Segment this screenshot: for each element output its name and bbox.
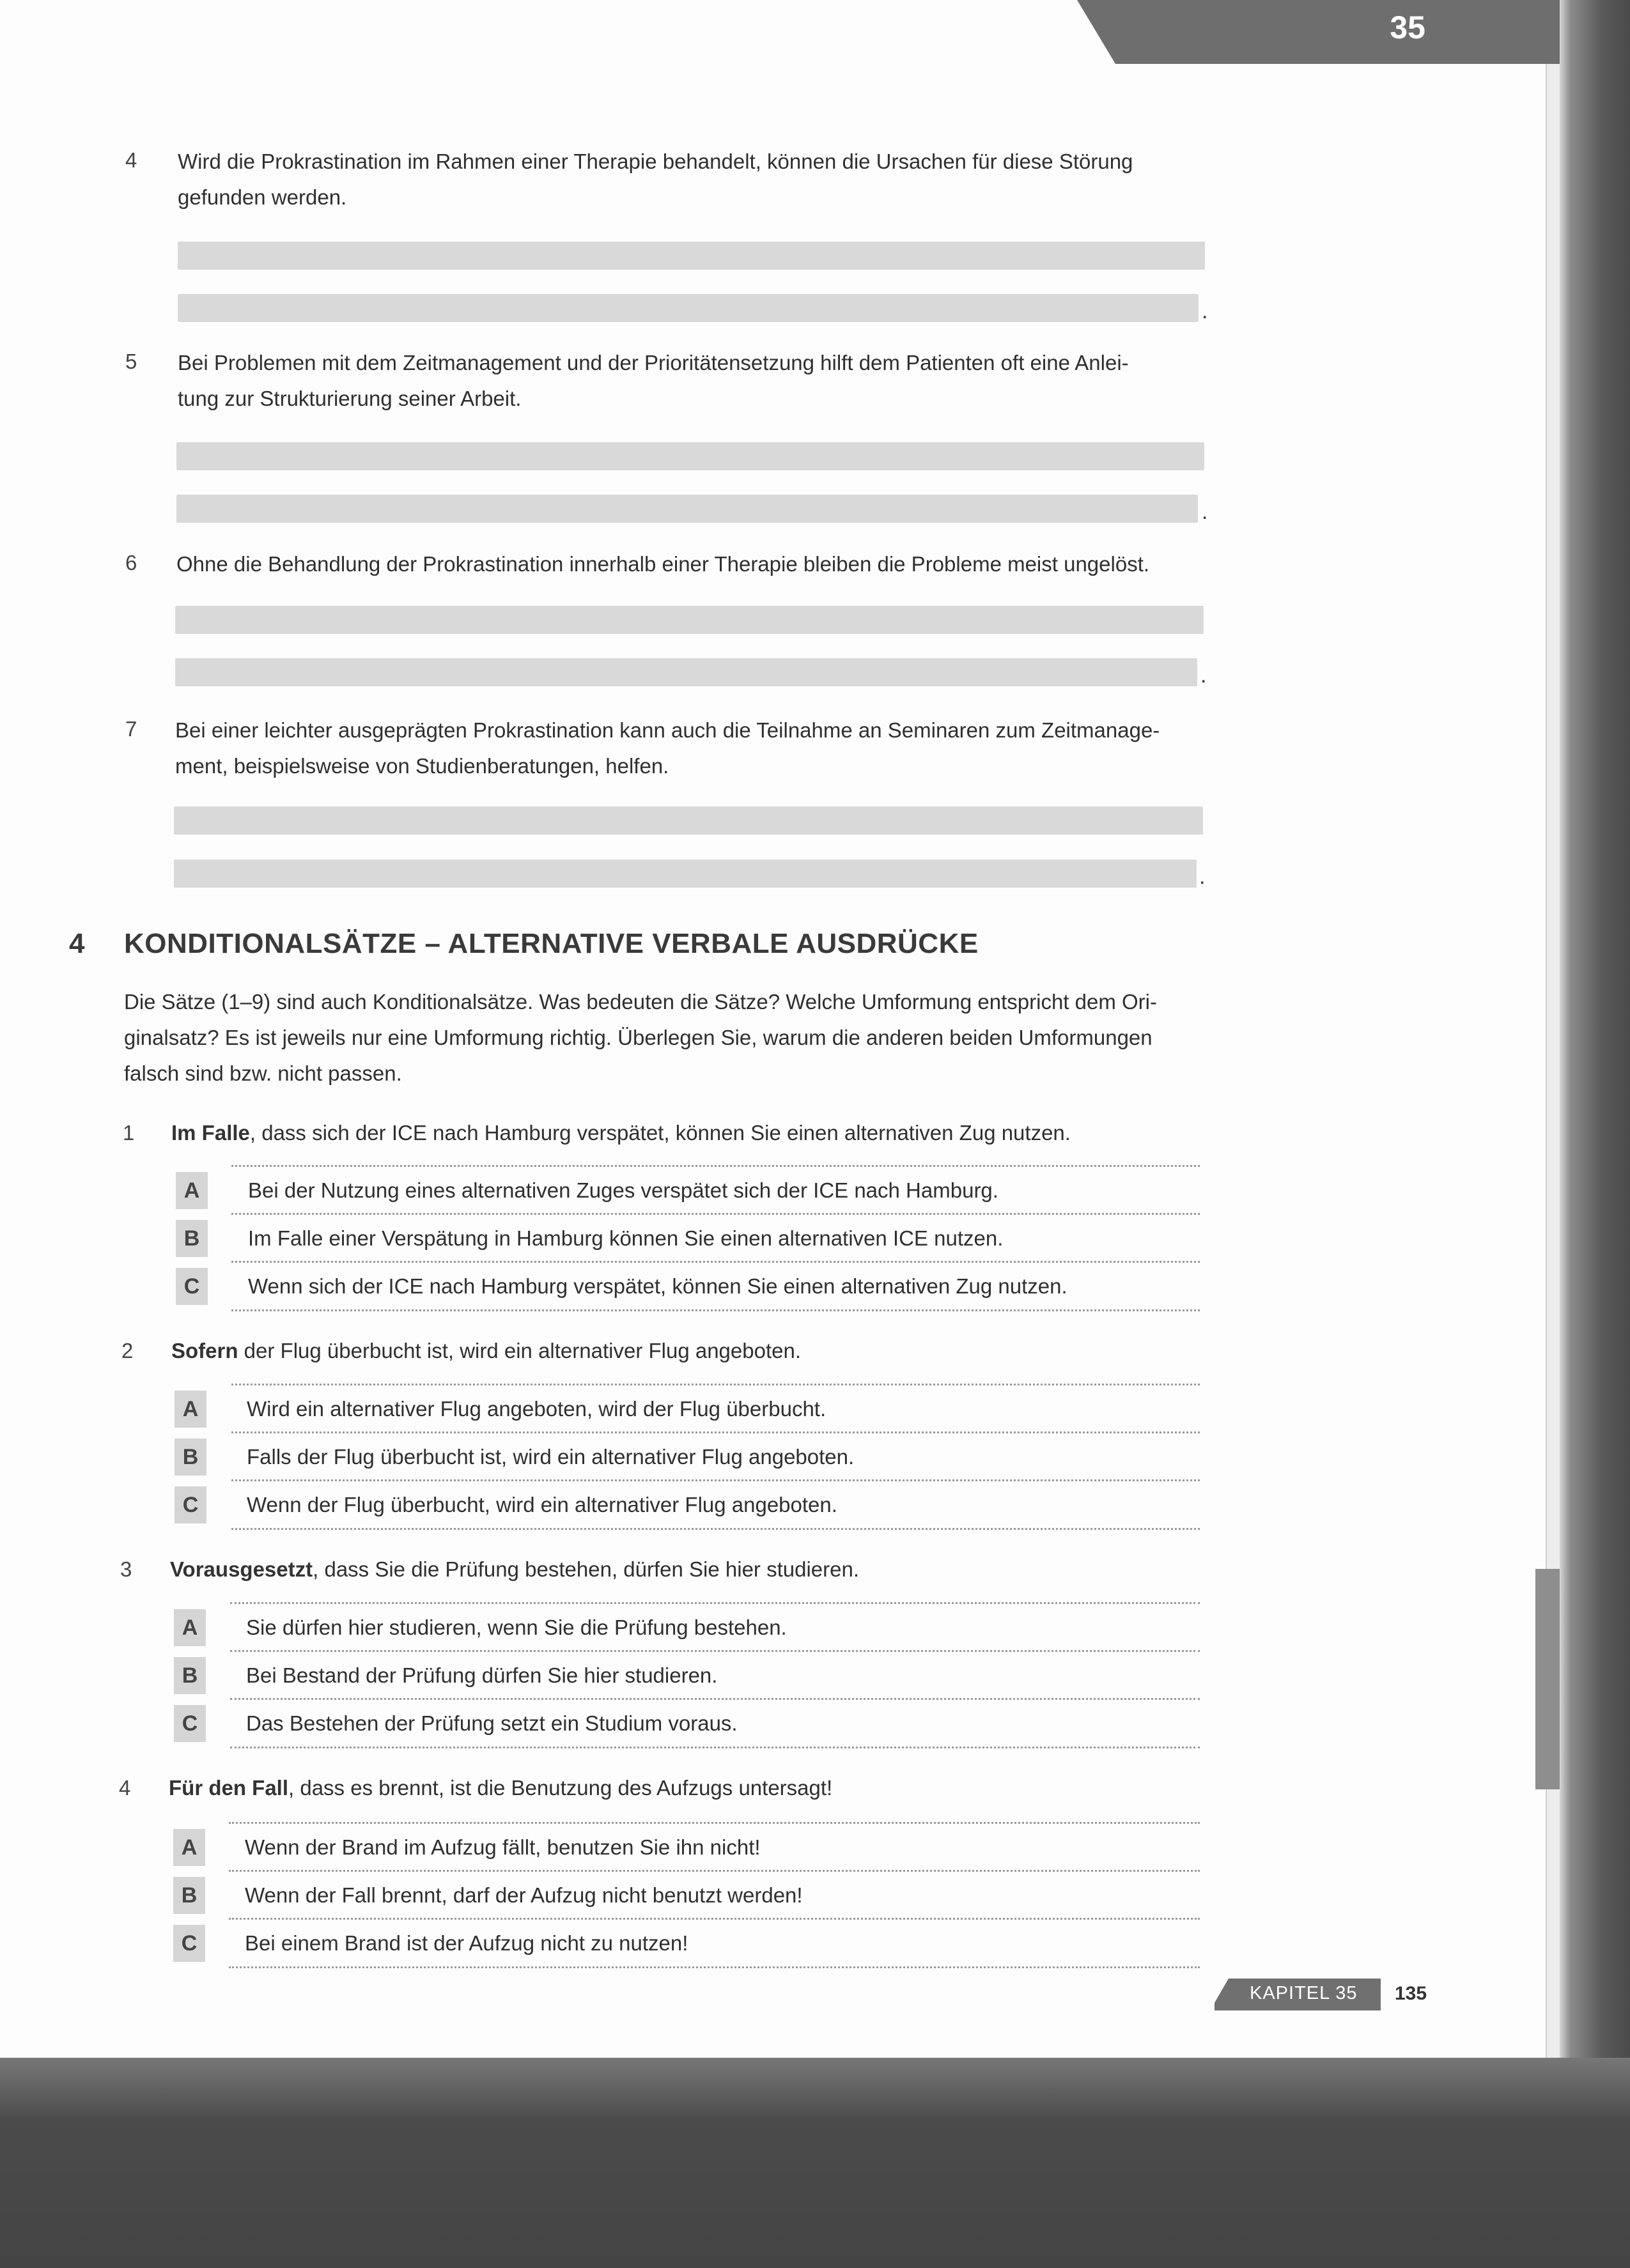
option-text[interactable]: Falls der Flug überbucht ist, wird ein alternativer Flug angeboten. [247, 1445, 855, 1469]
chapter-tab-number: 35 [1390, 10, 1425, 45]
item-text-line: Ohne die Behandlung der Prokrastination innerhalb einer Therapie bleiben die Probleme meist ungelöst. [176, 552, 1150, 576]
question-number: 2 [121, 1339, 134, 1362]
option-divider [231, 1431, 1200, 1433]
question-number: 3 [120, 1557, 132, 1581]
footer-chapter-label: KAPITEL 35 [1250, 1983, 1358, 2003]
option-divider [231, 1479, 1200, 1481]
option-text[interactable]: Wenn der Flug überbucht, wird ein alternativer Flug angeboten. [247, 1493, 837, 1516]
question-rest: der Flug überbucht ist, wird ein alternativer Flug angeboten. [238, 1339, 802, 1362]
scanner-background-right [1560, 0, 1630, 2058]
option-divider [231, 1213, 1200, 1215]
option-text[interactable]: Wenn der Brand im Aufzug fällt, benutzen Sie ihn nicht! [245, 1835, 761, 1859]
page-number: 135 [1395, 1983, 1427, 2004]
option-divider [231, 1528, 1200, 1530]
question-keyword: Vorausgesetzt [170, 1557, 313, 1581]
option-badge[interactable]: A [174, 1609, 206, 1646]
option-divider [231, 1384, 1200, 1385]
answer-line[interactable] [174, 806, 1203, 835]
answer-end-mark: . [1202, 299, 1208, 323]
section-instructions [124, 984, 1211, 1092]
question-text [171, 1339, 801, 1363]
answer-line[interactable] [175, 658, 1197, 686]
instruction-line: falsch sind bzw. nicht passen. [124, 1061, 402, 1085]
option-badge[interactable]: C [175, 1486, 206, 1524]
answer-end-mark: . [1202, 500, 1208, 524]
instruction-line: Die Sätze (1–9) sind auch Konditionalsätze. Was bedeuten die Sätze? Welche Umformung entspricht dem Ori- [124, 990, 1157, 1014]
option-divider [229, 1918, 1200, 1920]
answer-line[interactable] [178, 294, 1199, 322]
question-number: 1 [123, 1121, 135, 1145]
instruction-line: ginalsatz? Es ist jeweils nur eine Umformung richtig. Überlegen Sie, warum die anderen beiden Umformungen [124, 1026, 1153, 1049]
option-divider [231, 1261, 1200, 1263]
answer-line[interactable] [175, 606, 1204, 634]
option-badge[interactable]: A [175, 1391, 206, 1428]
question-rest: , dass es brennt, ist die Benutzung des Aufzugs untersagt! [288, 1776, 833, 1800]
question-number: 4 [119, 1776, 131, 1800]
answer-end-mark: . [1199, 865, 1206, 889]
option-divider [229, 1966, 1200, 1968]
answer-line[interactable] [176, 495, 1198, 523]
option-divider [230, 1650, 1200, 1652]
answer-line[interactable] [176, 442, 1204, 470]
option-badge[interactable]: C [174, 1705, 206, 1742]
question-text [169, 1776, 832, 1800]
question-text [171, 1121, 1071, 1145]
option-badge[interactable]: B [176, 1220, 208, 1257]
option-badge[interactable]: B [174, 1657, 206, 1694]
question-keyword: Im Falle [171, 1121, 250, 1145]
option-divider [229, 1870, 1200, 1872]
option-text[interactable]: Bei der Nutzung eines alternativen Zuges verspätet sich der ICE nach Hamburg. [248, 1178, 998, 1202]
option-text[interactable]: Im Falle einer Verspätung in Hamburg können Sie einen alternativen ICE nutzen. [248, 1226, 1004, 1250]
option-badge[interactable]: B [175, 1439, 206, 1476]
question-keyword: Für den Fall [169, 1776, 289, 1800]
option-divider [230, 1602, 1200, 1604]
item-number: 4 [125, 148, 137, 172]
chapter-thumb-index [1535, 1569, 1560, 1789]
question-rest: , dass Sie die Prüfung bestehen, dürfen Sie hier studieren. [313, 1557, 859, 1581]
question-rest: , dass sich der ICE nach Hamburg verspätet, können Sie einen alternativen Zug nutzen. [249, 1121, 1071, 1145]
item-number: 6 [125, 551, 137, 575]
question-text [170, 1557, 859, 1582]
answer-end-mark: . [1200, 663, 1207, 688]
option-text[interactable]: Das Bestehen der Prüfung setzt ein Studium voraus. [246, 1711, 738, 1735]
option-divider [231, 1165, 1200, 1167]
option-badge[interactable]: A [176, 1172, 208, 1209]
answer-line[interactable] [174, 860, 1197, 888]
item-text-line: Bei Problemen mit dem Zeitmanagement und der Prioritätensetzung hilft dem Patienten oft eine Anlei- [178, 351, 1129, 374]
option-divider [230, 1698, 1200, 1700]
scanner-background-bottom [0, 2058, 1630, 2268]
option-badge[interactable]: B [173, 1877, 205, 1914]
item-number: 5 [125, 350, 137, 373]
option-divider [229, 1822, 1200, 1824]
section-number: 4 [69, 928, 85, 959]
question-keyword: Sofern [171, 1339, 238, 1362]
option-text[interactable]: Wird ein alternativer Flug angeboten, wird der Flug überbucht. [247, 1397, 827, 1421]
option-divider [231, 1309, 1200, 1311]
option-text[interactable]: Wenn der Fall brennt, darf der Aufzug nicht benutzt werden! [245, 1883, 803, 1907]
item-number: 7 [125, 717, 137, 741]
option-badge[interactable]: C [173, 1925, 205, 1962]
option-badge[interactable]: A [173, 1829, 205, 1866]
item-text-line: Wird die Prokrastination im Rahmen einer Therapie behandelt, können die Ursachen für diese Störung [178, 150, 1133, 173]
item-text-line: ment, beispielsweise von Studienberatungen, helfen. [175, 754, 669, 778]
item-text-line: Bei einer leichter ausgeprägten Prokrastination kann auch die Teilnahme an Seminaren zum Zeitmanage- [175, 718, 1160, 742]
chapter-tab [1077, 0, 1560, 64]
answer-line[interactable] [178, 242, 1205, 270]
option-text[interactable]: Sie dürfen hier studieren, wenn Sie die Prüfung bestehen. [246, 1616, 787, 1639]
option-divider [230, 1747, 1200, 1748]
option-text[interactable]: Bei Bestand der Prüfung dürfen Sie hier studieren. [246, 1663, 718, 1687]
option-badge[interactable]: C [176, 1268, 208, 1305]
section-title: KONDITIONALSÄTZE – ALTERNATIVE VERBALE AUSDRÜCKE [124, 928, 979, 959]
option-text[interactable]: Wenn sich der ICE nach Hamburg verspätet, können Sie einen alternativen Zug nutzen. [248, 1274, 1067, 1298]
item-text-line: tung zur Strukturierung seiner Arbeit. [178, 387, 522, 410]
option-text[interactable]: Bei einem Brand ist der Aufzug nicht zu nutzen! [245, 1931, 688, 1955]
item-text-line: gefunden werden. [178, 185, 347, 209]
